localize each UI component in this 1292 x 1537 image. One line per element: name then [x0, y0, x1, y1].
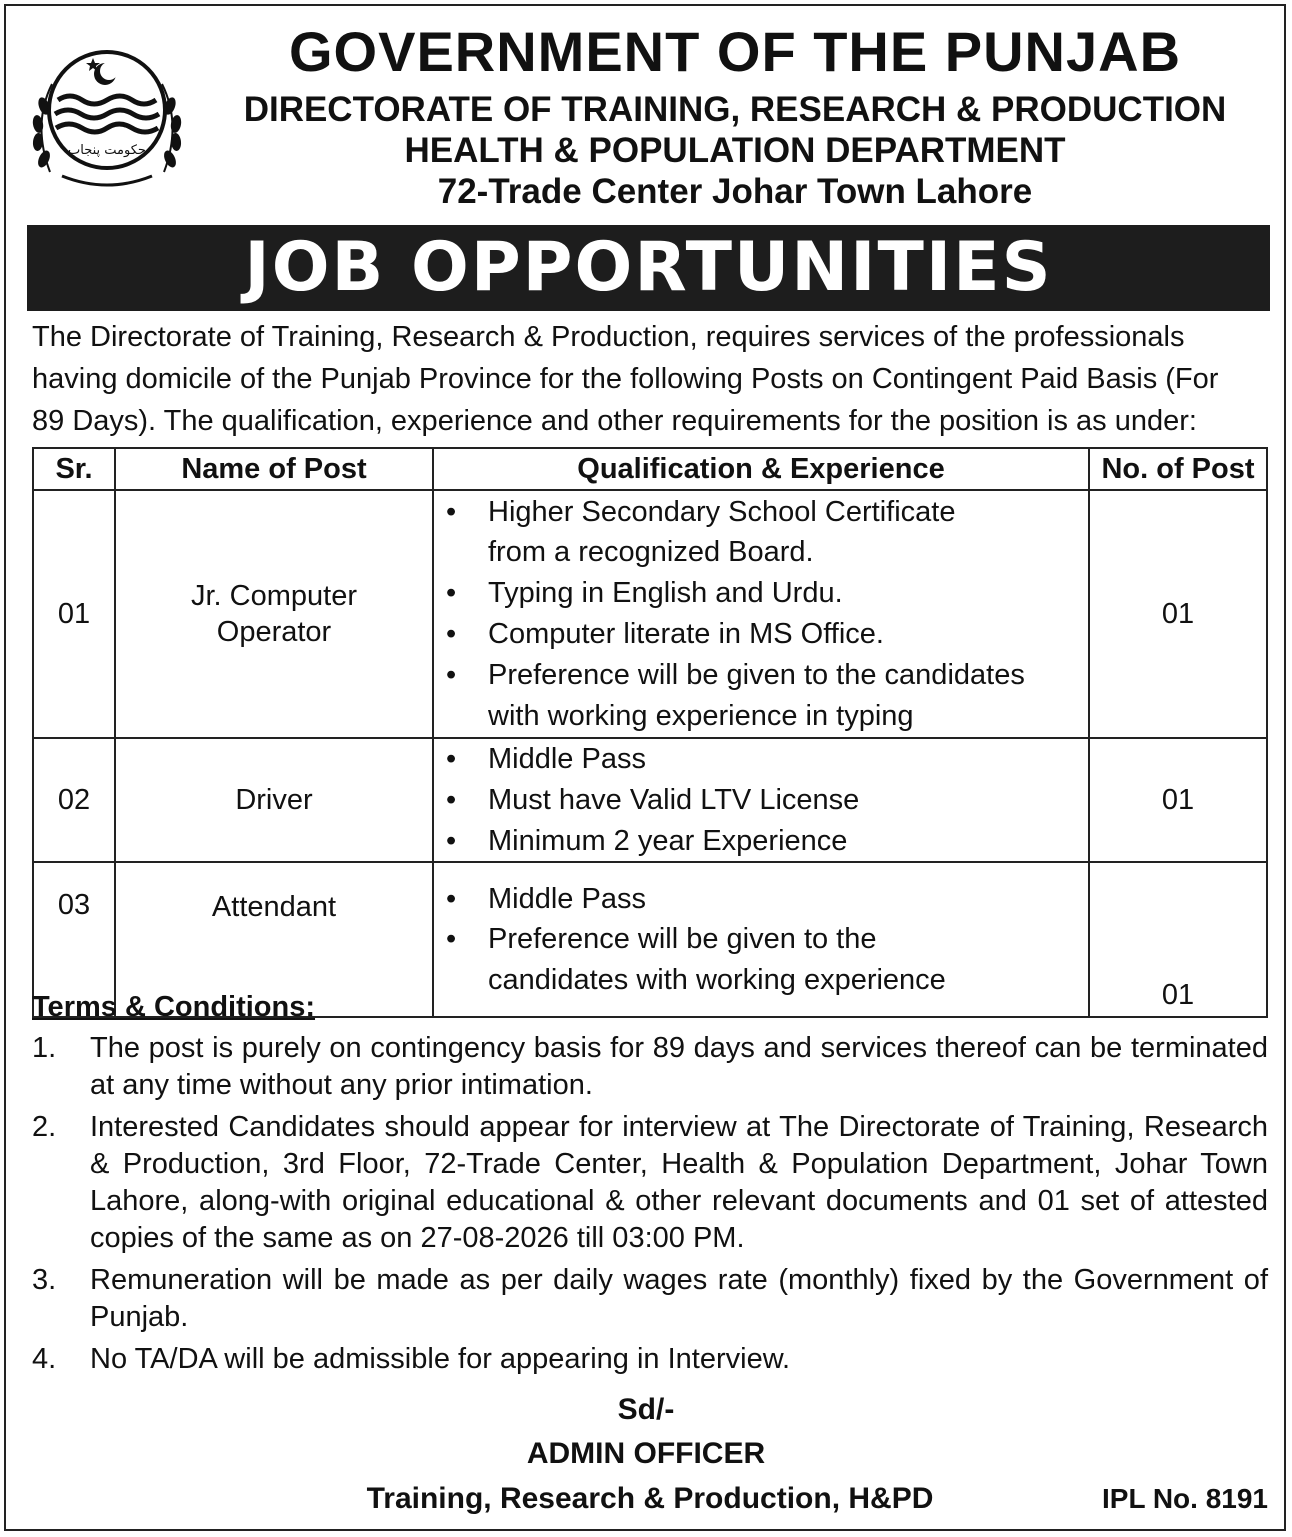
header-sr: Sr. — [33, 448, 115, 490]
row-qualification — [433, 490, 1089, 738]
row-sr: 03 — [33, 862, 115, 1017]
address: 72-Trade Center Johar Town Lahore — [437, 172, 1033, 211]
table-row — [33, 490, 1267, 738]
row-post-name — [115, 490, 433, 738]
row-qualification — [433, 862, 1089, 1017]
qualification-item: • Computer literate in MS Office. — [446, 614, 1088, 655]
posts-table — [32, 447, 1268, 1018]
term-text: Interested Candidates should appear for interview at The Directorate of Training, Research & Production, 3rd Floor, 72-Trade Center, Health & Population Department, Johar Town Lahore, along-with original educational & other relevant documents and 01 set of attested copies of the same as on 27-08-2026 till 03:00 PM. — [90, 1111, 1268, 1254]
intro-line: The Directorate of Training, Research & Production, requires services of the professionals — [32, 321, 1185, 353]
qualification-item: • Must have Valid LTV License — [446, 780, 1088, 821]
intro-paragraph — [32, 316, 1268, 442]
terms-list — [32, 1030, 1268, 1383]
header-no-of-post: No. of Post — [1089, 448, 1267, 490]
qualification-item: • Minimum 2 year Experience — [446, 821, 1088, 862]
post-name-line: Jr. Computer — [191, 580, 357, 612]
qualification-item: • Preference will be given to the — [446, 919, 1088, 960]
term-number: 4. — [32, 1343, 57, 1375]
row-post-name: Driver — [115, 738, 433, 862]
emblem-script: حکومت پنجاب — [68, 143, 146, 158]
term-number: 1. — [32, 1032, 57, 1064]
page-title: GOVERNMENT OF THE PUNJAB — [288, 20, 1182, 83]
row-qualification — [433, 738, 1089, 862]
term-text: The post is purely on contingency basis for 89 days and services thereof can be terminated at any time without any prior intimation. — [90, 1032, 1268, 1101]
qualification-item: candidates with working experience — [488, 964, 946, 997]
ipl-number: IPL No. 8191 — [1101, 1483, 1268, 1514]
qualification-item: • Higher Secondary School Certificate — [446, 492, 1088, 533]
qualification-item: • Middle Pass — [446, 739, 1088, 780]
signatory-title: ADMIN OFFICER — [526, 1437, 766, 1470]
term-item — [32, 1341, 1268, 1378]
term-text: No TA/DA will be admissible for appearing in Interview. — [90, 1343, 791, 1375]
term-item — [32, 1030, 1268, 1104]
job-opportunities-banner: JOB OPPORTUNITIES — [27, 225, 1270, 311]
term-number: 2. — [32, 1111, 57, 1143]
row-sr: 01 — [33, 490, 115, 738]
qualification-item: • Typing in English and Urdu. — [446, 573, 1088, 614]
row-post-name: Attendant — [115, 862, 433, 1017]
row-sr: 02 — [33, 738, 115, 862]
header-qualification: Qualification & Experience — [433, 448, 1089, 490]
qualification-item: • Middle Pass — [446, 879, 1088, 920]
signatory-department: Training, Research & Production, H&PD — [366, 1482, 934, 1515]
signature-sd: Sd/- — [617, 1393, 675, 1426]
terms-title: Terms & Conditions: — [32, 991, 316, 1023]
intro-line: 89 Days). The qualification, experience and other requirements for the position is as under: — [32, 405, 1197, 437]
department-name: HEALTH & POPULATION DEPARTMENT — [404, 131, 1066, 170]
header-name-of-post: Name of Post — [115, 448, 433, 490]
qualification-item: • Preference will be given to the candidates — [446, 655, 1088, 696]
qualification-item: from a recognized Board. — [488, 536, 814, 569]
row-no-of-post: 01 — [1089, 490, 1267, 738]
qualification-item: with working experience in typing — [488, 699, 914, 732]
table-header-row — [33, 448, 1267, 490]
table-row — [33, 738, 1267, 862]
term-text: Remuneration will be made as per daily wages rate (monthly) fixed by the Government of Punjab. — [90, 1264, 1268, 1333]
row-no-of-post: 01 — [1089, 738, 1267, 862]
term-item — [32, 1109, 1268, 1257]
directorate-name: DIRECTORATE OF TRAINING, RESEARCH & PRODUCTION — [243, 90, 1227, 129]
punjab-emblem-icon — [22, 44, 192, 194]
term-item — [32, 1262, 1268, 1336]
post-name-line: Operator — [216, 616, 332, 648]
term-number: 3. — [32, 1264, 57, 1296]
intro-line: having domicile of the Punjab Province for the following Posts on Contingent Paid Basis (For — [32, 363, 1219, 395]
row-no-of-post: 01 — [1089, 862, 1267, 1017]
